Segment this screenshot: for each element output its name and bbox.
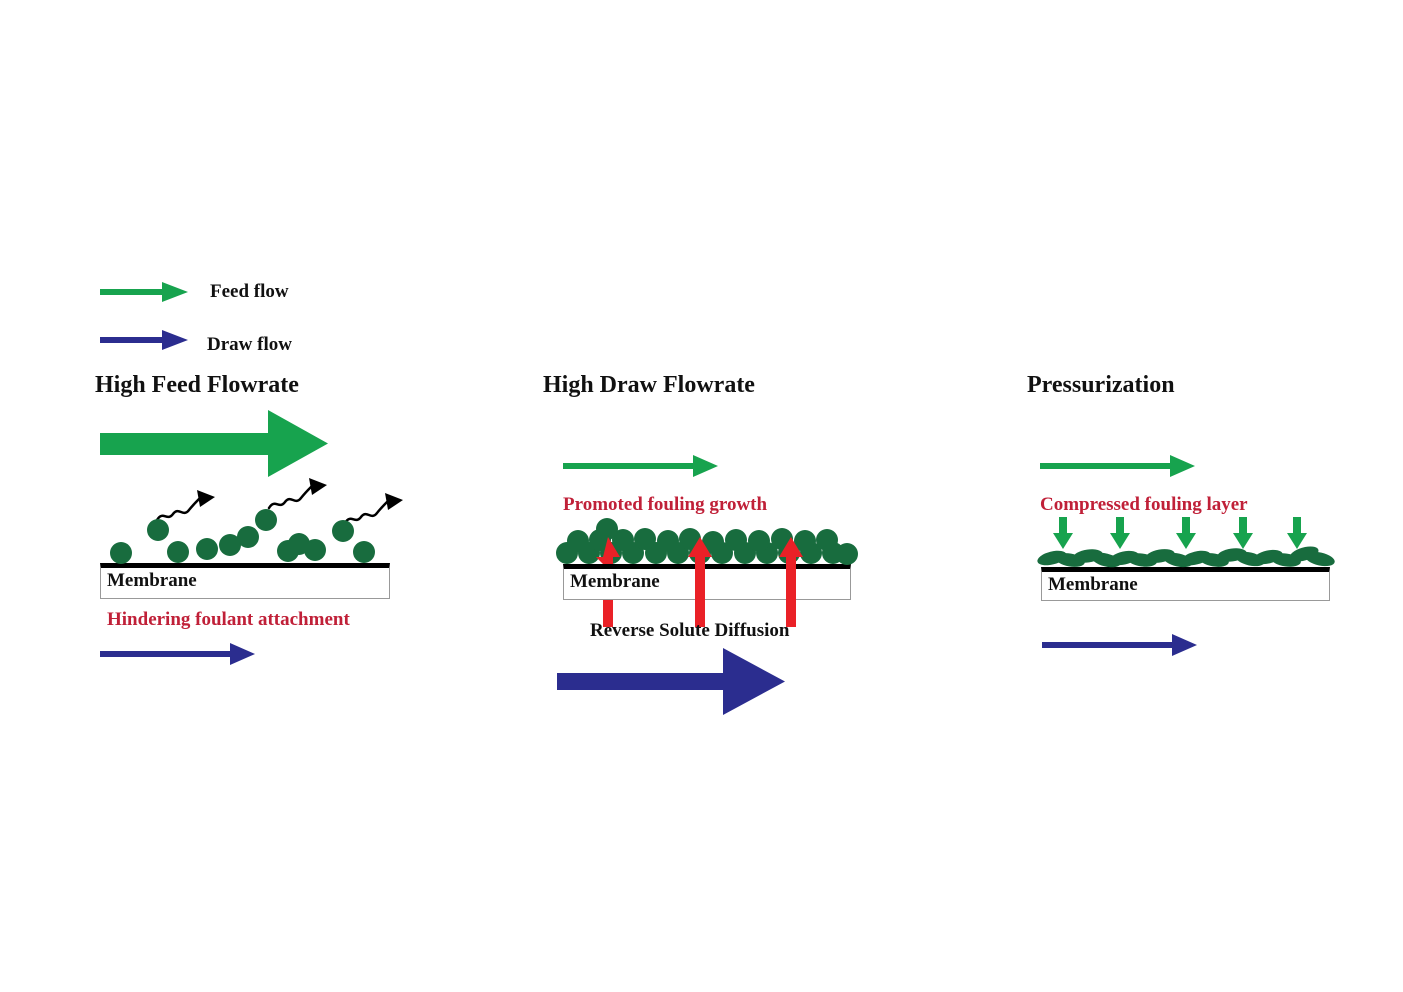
panel3-title: Pressurization: [1027, 372, 1175, 398]
legend-feed-flow-label: Feed flow: [210, 281, 289, 302]
feed-flow-arrow-icon: [100, 281, 188, 303]
compression-down-arrow: [1233, 517, 1253, 549]
panel2-membrane-label: Membrane: [570, 571, 660, 592]
panel1-draw-arrow: [100, 643, 255, 665]
panel1-foulant-particles: [110, 509, 375, 564]
panel3-membrane-label: Membrane: [1048, 574, 1138, 595]
panel2-title: High Draw Flowrate: [543, 372, 755, 398]
compression-down-arrow: [1053, 517, 1073, 549]
foulant-detach-squiggle-arrow: [157, 490, 215, 520]
panel1-large-feed-arrow: [100, 410, 328, 477]
legend-draw-flow-label: Draw flow: [207, 334, 292, 355]
compression-down-arrow: [1176, 517, 1196, 549]
compression-down-arrow: [1110, 517, 1130, 549]
panel3-feed-arrow: [1040, 455, 1195, 477]
panel2-graphics: [550, 450, 870, 730]
panel2-large-draw-arrow: [557, 648, 785, 715]
panel1-title: High Feed Flowrate: [95, 372, 299, 398]
panel2-rsd-label: Reverse Solute Diffusion: [590, 620, 790, 641]
panel3-graphics: [1030, 450, 1350, 670]
foulant-detach-squiggle-arrow: [345, 493, 403, 523]
panel3-draw-arrow: [1042, 634, 1197, 656]
draw-flow-arrow-icon: [100, 329, 188, 351]
panel2-caption: Promoted fouling growth: [563, 494, 768, 515]
panel3-caption: Compressed fouling layer: [1040, 494, 1248, 515]
panel1-graphics: [95, 405, 415, 675]
panel1-membrane-label: Membrane: [107, 570, 197, 591]
foulant-detach-squiggle-arrow: [269, 478, 327, 508]
compression-down-arrow: [1287, 517, 1307, 549]
panel2-feed-arrow: [563, 455, 718, 477]
panel1-caption: Hindering foulant attachment: [107, 609, 350, 630]
